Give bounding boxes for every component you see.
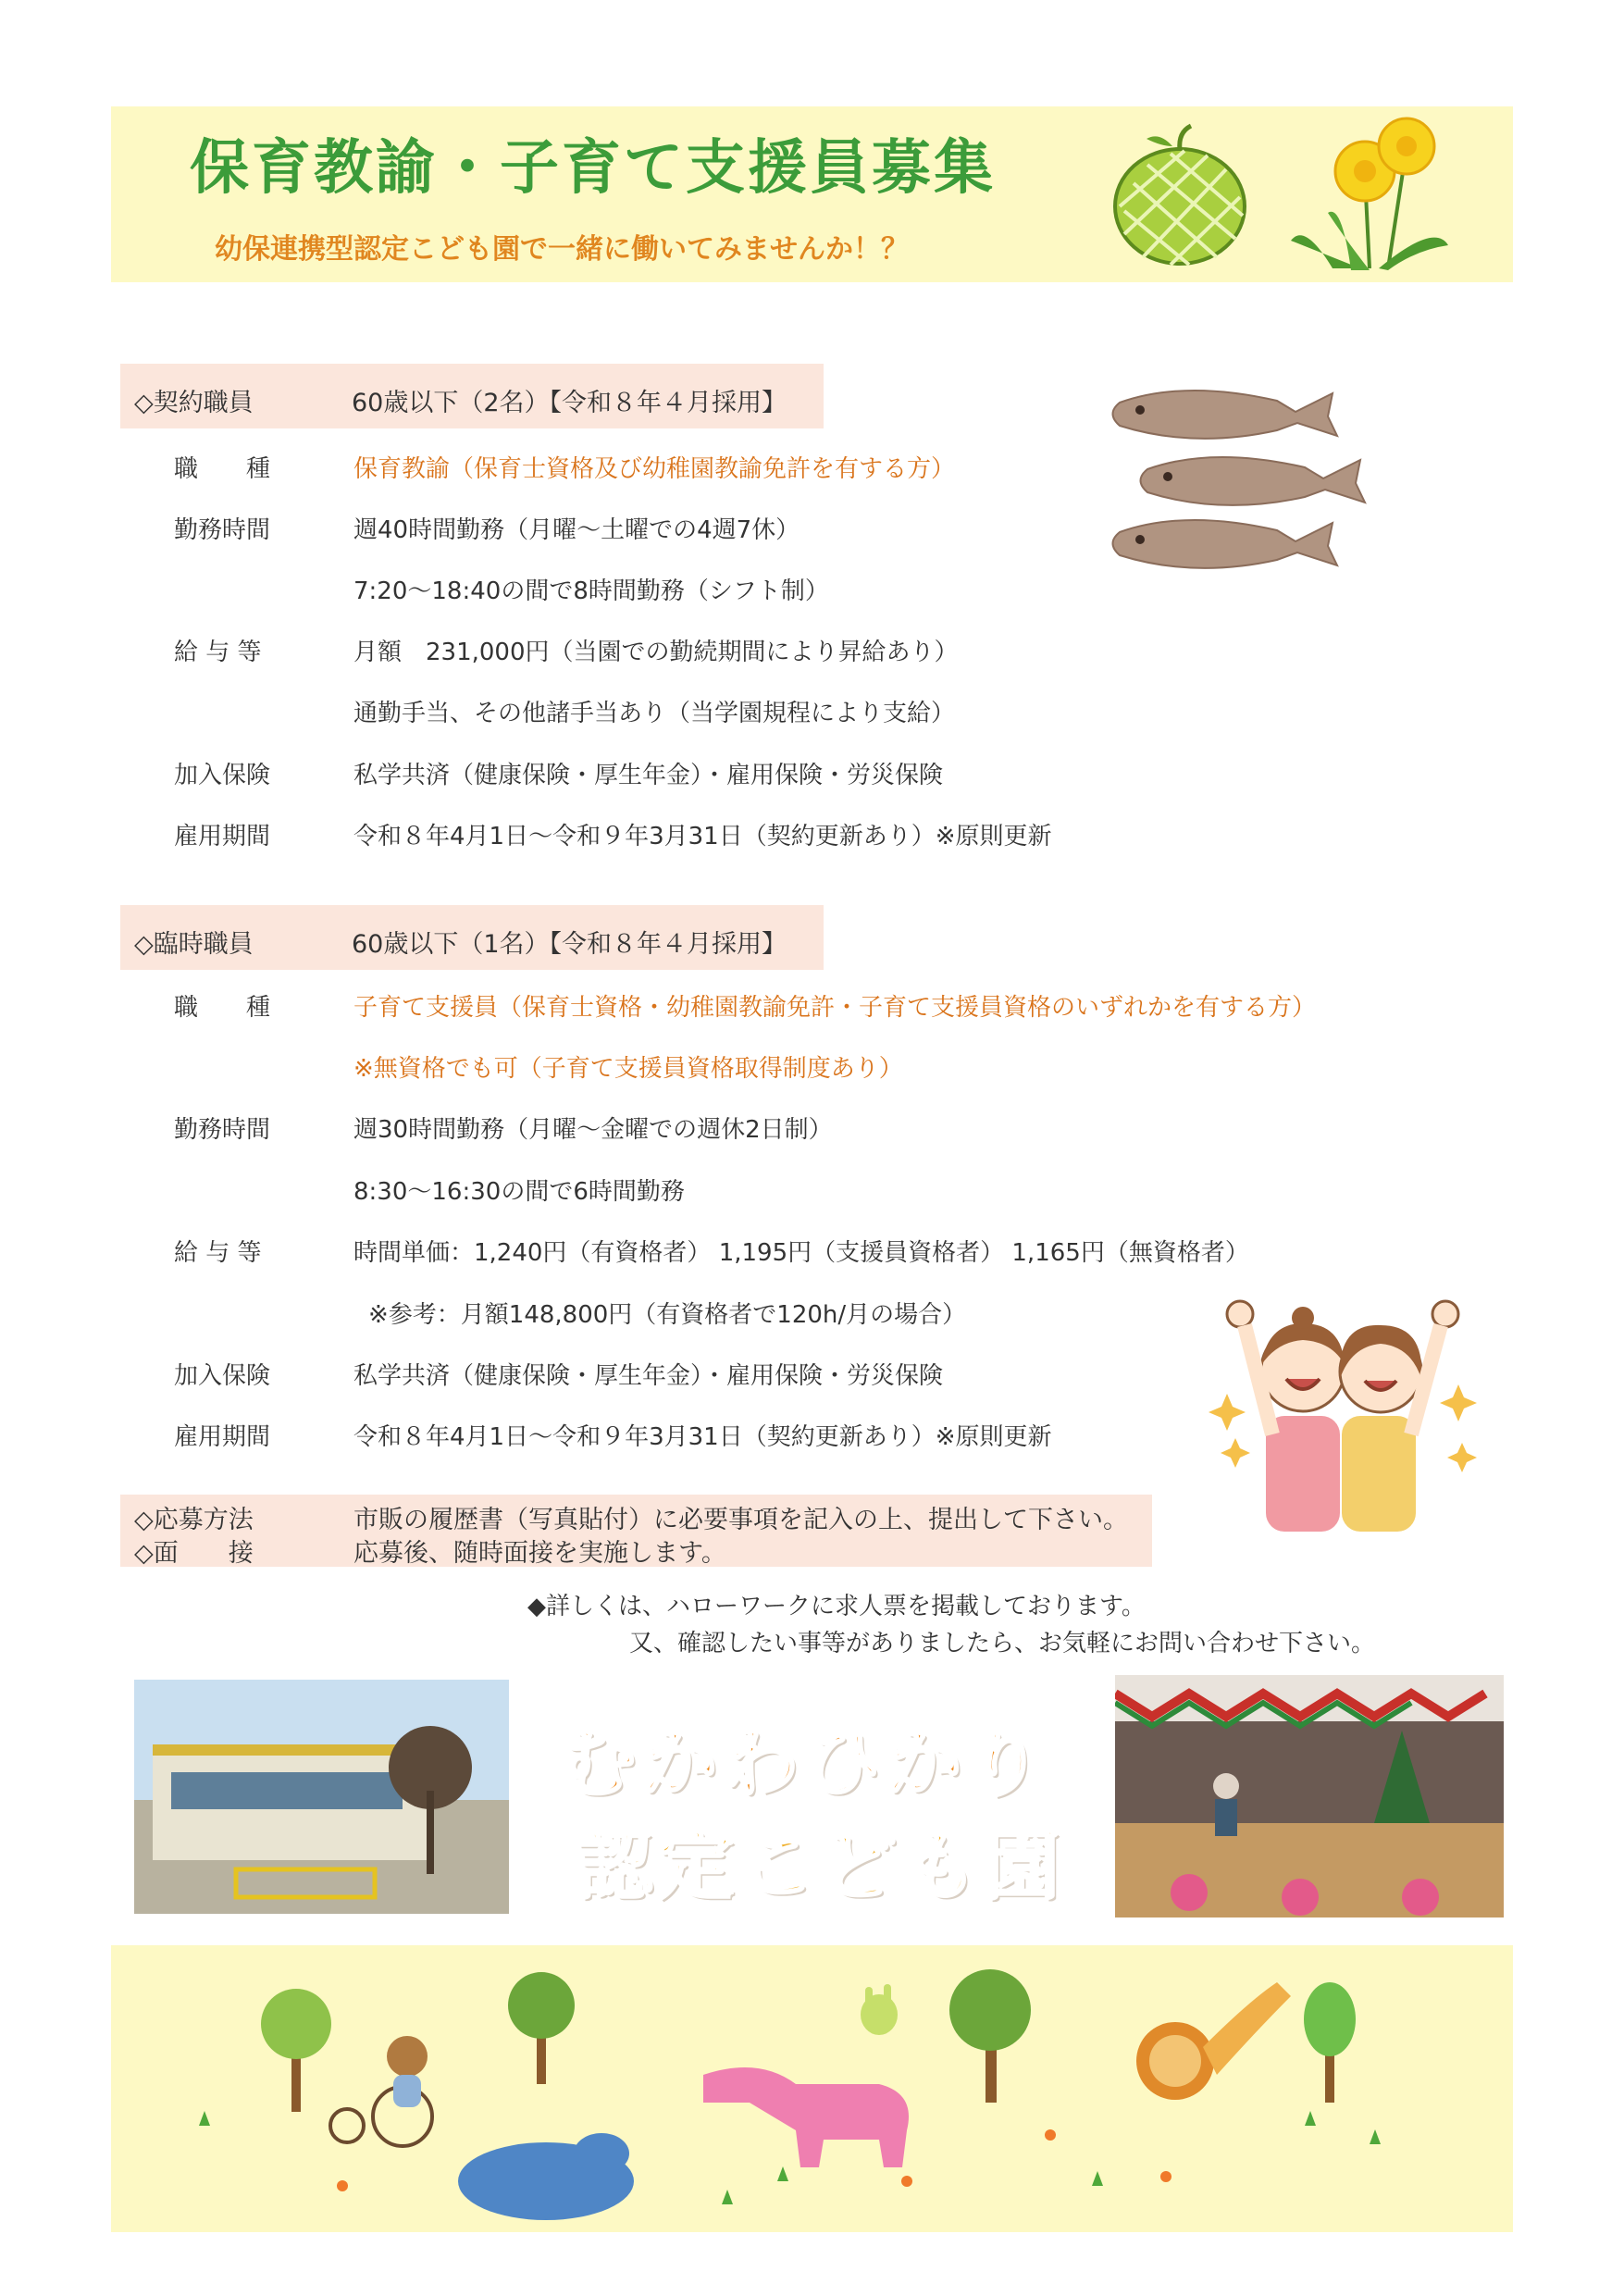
contract-label-salary: 給 与 等 xyxy=(174,639,262,666)
contract-summary: 60歳以下（2名）【令和８年４月採用】 xyxy=(352,389,787,417)
temporary-value-salary-note: ※参考：月額148,800円（有資格者で120h/月の場合） xyxy=(368,1301,967,1329)
contract-value-salary: 月額 231,000円（当園での勤続期間により昇給あり） xyxy=(353,639,959,666)
contract-label-hours: 勤務時間 xyxy=(174,516,271,544)
dandelion-illustration xyxy=(1277,111,1453,278)
contract-label-period: 雇用期間 xyxy=(174,823,271,850)
logo-line-1: むかわひかり xyxy=(560,1719,1049,1807)
temporary-value-job-note: ※無資格でも可（子育て支援員資格取得制度あり） xyxy=(353,1055,903,1083)
bottom-illustration-band xyxy=(111,1945,1513,2232)
fish-illustration xyxy=(1101,375,1444,615)
tree-icon xyxy=(261,1989,331,2112)
temporary-value-job: 子育て支援員（保育士資格・幼稚園教諭免許・子育て支援員資格のいずれかを有する方） xyxy=(353,994,1317,1022)
school-logo xyxy=(560,1703,1078,1910)
logo-line-2: 認定こども園 xyxy=(576,1822,1066,1910)
temporary-summary: 60歳以下（1名）【令和８年４月採用】 xyxy=(352,930,787,959)
contract-value-hours-2: 7:20～18:40の間で8時間勤務（シフト制） xyxy=(353,577,829,605)
interview-label: ◇面 接 xyxy=(134,1539,254,1568)
contract-value-job: 保育教諭（保育士資格及び幼稚園教諭免許を有する方） xyxy=(353,455,956,483)
info-line-1: ◆詳しくは、ハローワークに求人票を掲載しております。 xyxy=(527,1593,1146,1620)
temporary-label-insurance: 加入保険 xyxy=(174,1362,271,1390)
contract-value-insurance: 私学共済（健康保険・厚生年金）・雇用保険・労災保険 xyxy=(353,762,944,789)
apply-method-value: 市販の履歴書（写真貼付）に必要事項を記入の上、提出して下さい。 xyxy=(353,1506,1128,1534)
apply-method-label: ◇応募方法 xyxy=(134,1506,254,1534)
contract-heading: ◇契約職員 xyxy=(134,389,254,417)
temporary-value-salary: 時間単価：1,240円（有資格者） 1,195円（支援員資格者） 1,165円（無資格者） xyxy=(353,1239,1249,1267)
page-subtitle: 幼保連携型認定こども園で一緒に働いてみませんか！？ xyxy=(215,233,909,266)
contract-value-hours: 週40時間勤務（月曜～土曜での4週7休） xyxy=(353,516,800,544)
temporary-value-period: 令和８年4月1日～令和９年3月31日（契約更新あり）※原則更新 xyxy=(353,1423,1052,1451)
page-title: 保育教諭・子育て支援員募集 xyxy=(190,134,996,203)
info-line-2: 又、確認したい事等がありましたら、お気軽にお問い合わせ下さい。 xyxy=(629,1630,1376,1657)
temporary-label-period: 雇用期間 xyxy=(174,1423,271,1451)
temporary-value-hours: 週30時間勤務（月曜～金曜での週休2日制） xyxy=(353,1116,833,1144)
event-photo xyxy=(1115,1675,1504,1917)
temporary-label-job: 職 種 xyxy=(174,994,271,1022)
temporary-label-salary: 給 与 等 xyxy=(174,1239,262,1267)
contract-value-period: 令和８年4月1日～令和９年3月31日（契約更新あり）※原則更新 xyxy=(353,823,1052,850)
melon-illustration xyxy=(1106,118,1254,267)
temporary-value-hours-2: 8:30～16:30の間で6時間勤務 xyxy=(353,1178,685,1206)
building-photo xyxy=(134,1680,509,1914)
staff-women-illustration xyxy=(1203,1296,1481,1536)
interview-value: 応募後、随時面接を実施します。 xyxy=(353,1539,726,1568)
temporary-label-hours: 勤務時間 xyxy=(174,1116,271,1144)
contract-label-job: 職 種 xyxy=(174,455,271,483)
temporary-value-insurance: 私学共済（健康保険・厚生年金）・雇用保険・労災保険 xyxy=(353,1362,944,1390)
temporary-heading: ◇臨時職員 xyxy=(134,930,254,959)
contract-value-allowance: 通勤手当、その他諸手当あり（当学園規程により支給） xyxy=(353,700,956,727)
contract-label-insurance: 加入保険 xyxy=(174,762,271,789)
